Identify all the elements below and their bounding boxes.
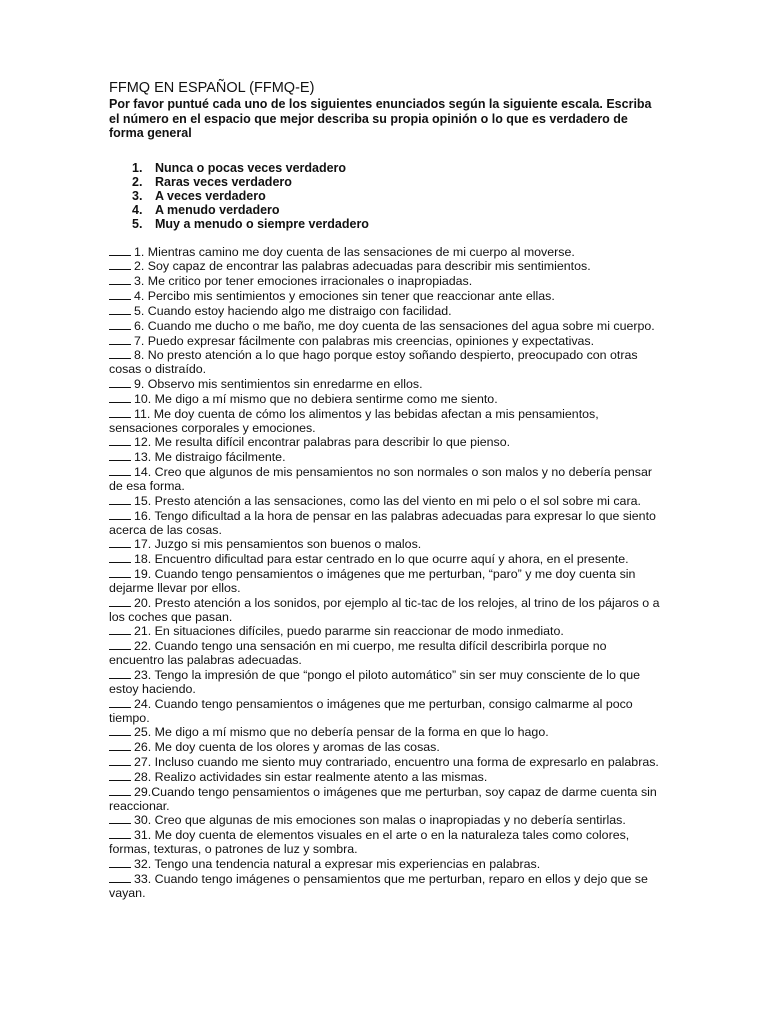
item-text: 5. Cuando estoy haciendo algo me distraigo con facilidad. bbox=[134, 303, 452, 318]
item-text: 12. Me resulta difícil encontrar palabras para describir lo que pienso. bbox=[134, 435, 511, 450]
item-text: 3. Me critico por tener emociones irracionales o inapropiadas. bbox=[134, 274, 473, 289]
item-text: 18. Encuentro dificultad para estar centrado en lo que ocurre aquí y ahora, en el presente. bbox=[134, 552, 629, 567]
questionnaire-item bbox=[109, 785, 661, 814]
questionnaire-item bbox=[109, 274, 661, 289]
questionnaire-item bbox=[109, 813, 661, 828]
answer-blank[interactable] bbox=[109, 828, 131, 839]
answer-blank[interactable] bbox=[109, 596, 131, 607]
item-text: 27. Incluso cuando me siento muy contrariado, encuentro una forma de expresarlo en palabras. bbox=[134, 755, 659, 770]
item-text: 8. No presto atención a lo que hago porque estoy soñando despierto, preocupado con otras cosas o distraído. bbox=[109, 348, 638, 377]
questionnaire-item bbox=[109, 465, 661, 494]
answer-blank[interactable] bbox=[109, 304, 131, 315]
scale-item: 1. Nunca o pocas veces verdadero bbox=[132, 160, 347, 175]
questionnaire-item bbox=[109, 450, 661, 465]
questionnaire-item bbox=[109, 392, 661, 407]
questionnaire-item bbox=[109, 697, 661, 726]
item-text: 26. Me doy cuenta de los olores y aromas de las cosas. bbox=[134, 740, 440, 755]
answer-blank[interactable] bbox=[109, 813, 131, 824]
answer-blank[interactable] bbox=[109, 435, 131, 446]
answer-blank[interactable] bbox=[109, 465, 131, 476]
answer-blank[interactable] bbox=[109, 639, 131, 650]
item-text: 22. Cuando tengo una sensación en mi cuerpo, me resulta difícil describirla porque no encuentro las palabras adecuadas. bbox=[109, 639, 607, 668]
item-text: 20. Presto atención a los sonidos, por ejemplo al tic-tac de los relojes, al trino de los pájaros o a los coches que pasan. bbox=[109, 595, 660, 624]
questionnaire-item bbox=[109, 289, 661, 304]
questionnaire-item bbox=[109, 245, 661, 260]
item-text: 6. Cuando me ducho o me baño, me doy cuenta de las sensaciones del agua sobre mi cuerpo. bbox=[134, 318, 655, 333]
item-text: 1. Mientras camino me doy cuenta de las sensaciones de mi cuerpo al moverse. bbox=[134, 244, 575, 259]
item-text: 15. Presto atención a las sensaciones, como las del viento en mi pelo o el sol sobre mi cara. bbox=[134, 493, 641, 508]
answer-blank[interactable] bbox=[109, 857, 131, 868]
answer-blank[interactable] bbox=[109, 668, 131, 679]
item-text: 31. Me doy cuenta de elementos visuales en el arte o en la naturaleza tales como colores, formas, texturas, o patrones de luz y sombra. bbox=[109, 828, 630, 857]
answer-blank[interactable] bbox=[109, 697, 131, 708]
questionnaire-item bbox=[109, 494, 661, 509]
questionnaire-item bbox=[109, 552, 661, 567]
item-text: 2. Soy capaz de encontrar las palabras adecuadas para describir mis sentimientos. bbox=[134, 259, 591, 274]
item-text: 21. En situaciones difíciles, puedo pararme sin reaccionar de modo inmediato. bbox=[134, 624, 564, 639]
item-text: 24. Cuando tengo pensamientos o imágenes que me perturban, consigo calmarme al poco tiempo. bbox=[109, 696, 633, 725]
answer-blank[interactable] bbox=[109, 872, 131, 883]
answer-blank[interactable] bbox=[109, 348, 131, 359]
item-text: 16. Tengo dificultad a la hora de pensar en las palabras adecuadas para expresar lo que siento acerca de las cosas. bbox=[109, 508, 656, 537]
answer-blank[interactable] bbox=[109, 274, 131, 285]
questionnaire-item bbox=[109, 857, 661, 872]
item-text: 17. Juzgo si mis pensamientos son buenos o malos. bbox=[134, 537, 422, 552]
item-text: 25. Me digo a mí mismo que no debería pensar de la forma en que lo hago. bbox=[134, 725, 549, 740]
item-text: 4. Percibo mis sentimientos y emociones sin tener que reaccionar ante ellas. bbox=[134, 289, 555, 304]
answer-blank[interactable] bbox=[109, 624, 131, 635]
item-text: 28. Realizo actividades sin estar realmente atento a las mismas. bbox=[134, 769, 488, 784]
document-title: FFMQ EN ESPAÑOL (FFMQ-E) bbox=[109, 80, 315, 96]
item-text: 29.Cuando tengo pensamientos o imágenes que me perturban, soy capaz de darme cuenta sin reaccionar. bbox=[109, 784, 657, 813]
answer-blank[interactable] bbox=[109, 494, 131, 505]
questionnaire-item bbox=[109, 755, 661, 770]
questionnaire-item bbox=[109, 828, 661, 857]
rating-scale bbox=[109, 161, 661, 232]
answer-blank[interactable] bbox=[109, 450, 131, 461]
answer-blank[interactable] bbox=[109, 319, 131, 330]
questionnaire-item bbox=[109, 740, 661, 755]
answer-blank[interactable] bbox=[109, 509, 131, 520]
item-text: 33. Cuando tengo imágenes o pensamientos que me perturban, reparo en ellos y dejo que se vayan. bbox=[109, 871, 648, 900]
item-text: 7. Puedo expresar fácilmente con palabras mis creencias, opiniones y expectativas. bbox=[134, 333, 595, 348]
scale-item: 2. Raras veces verdadero bbox=[132, 174, 292, 189]
item-text: 14. Creo que algunos de mis pensamientos no son normales o son malos y no debería pensar de esa forma. bbox=[109, 465, 652, 494]
answer-blank[interactable] bbox=[109, 770, 131, 781]
answer-blank[interactable] bbox=[109, 407, 131, 418]
item-text: 13. Me distraigo fácilmente. bbox=[134, 450, 286, 465]
answer-blank[interactable] bbox=[109, 725, 131, 736]
item-text: 32. Tengo una tendencia natural a expresar mis experiencias en palabras. bbox=[134, 856, 541, 871]
item-text: 11. Me doy cuenta de cómo los alimentos y las bebidas afectan a mis pensamientos, sensaciones corporales y emociones. bbox=[109, 406, 599, 435]
questionnaire-item bbox=[109, 348, 661, 377]
item-text: 10. Me digo a mí mismo que no debiera sentirme como me siento. bbox=[134, 391, 498, 406]
answer-blank[interactable] bbox=[109, 740, 131, 751]
answer-blank[interactable] bbox=[109, 289, 131, 300]
answer-blank[interactable] bbox=[109, 334, 131, 345]
questionnaire-item bbox=[109, 596, 661, 625]
questionnaire-item bbox=[109, 334, 661, 349]
answer-blank[interactable] bbox=[109, 377, 131, 388]
questionnaire-item bbox=[109, 725, 661, 740]
item-text: 23. Tengo la impresión de que “pongo el piloto automático” sin ser muy consciente de lo que estoy haciendo. bbox=[109, 667, 641, 696]
answer-blank[interactable] bbox=[109, 785, 131, 796]
answer-blank[interactable] bbox=[109, 392, 131, 403]
document-page bbox=[109, 80, 661, 900]
questionnaire-item bbox=[109, 567, 661, 596]
answer-blank[interactable] bbox=[109, 259, 131, 270]
questionnaire-item bbox=[109, 407, 661, 436]
questionnaire-item bbox=[109, 872, 661, 901]
questionnaire-item bbox=[109, 770, 661, 785]
questionnaire-item bbox=[109, 639, 661, 668]
questionnaire-item bbox=[109, 537, 661, 552]
item-text: 30. Creo que algunas de mis emociones son malas o inapropiadas y no debería sentirlas. bbox=[134, 813, 626, 828]
questionnaire-item bbox=[109, 509, 661, 538]
answer-blank[interactable] bbox=[109, 245, 131, 256]
item-text: 19. Cuando tengo pensamientos o imágenes que me perturban, “paro” y me doy cuenta sin dejarme llevar por ellos. bbox=[109, 567, 636, 595]
questionnaire-item bbox=[109, 377, 661, 392]
scale-item: 4. A menudo verdadero bbox=[132, 203, 280, 218]
questionnaire-item bbox=[109, 304, 661, 319]
item-text: 9. Observo mis sentimientos sin enredarme en ellos. bbox=[134, 377, 423, 392]
answer-blank[interactable] bbox=[109, 537, 131, 548]
questionnaire-item bbox=[109, 259, 661, 274]
answer-blank[interactable] bbox=[109, 755, 131, 766]
questionnaire-items bbox=[109, 245, 661, 901]
scale-item: 5. Muy a menudo o siempre verdadero bbox=[132, 217, 369, 232]
answer-blank[interactable] bbox=[109, 567, 131, 578]
questionnaire-item bbox=[109, 435, 661, 450]
questionnaire-item bbox=[109, 319, 661, 334]
scale-item: 3. A veces verdadero bbox=[132, 188, 266, 203]
instructions-text: Por favor puntué cada uno de los siguientes enunciados según la siguiente escala. Escriba el número en el espacio que mejor describa su propia opinión o lo que es verdadero de forma general bbox=[109, 97, 652, 140]
answer-blank[interactable] bbox=[109, 552, 131, 563]
questionnaire-item bbox=[109, 624, 661, 639]
questionnaire-item bbox=[109, 668, 661, 697]
